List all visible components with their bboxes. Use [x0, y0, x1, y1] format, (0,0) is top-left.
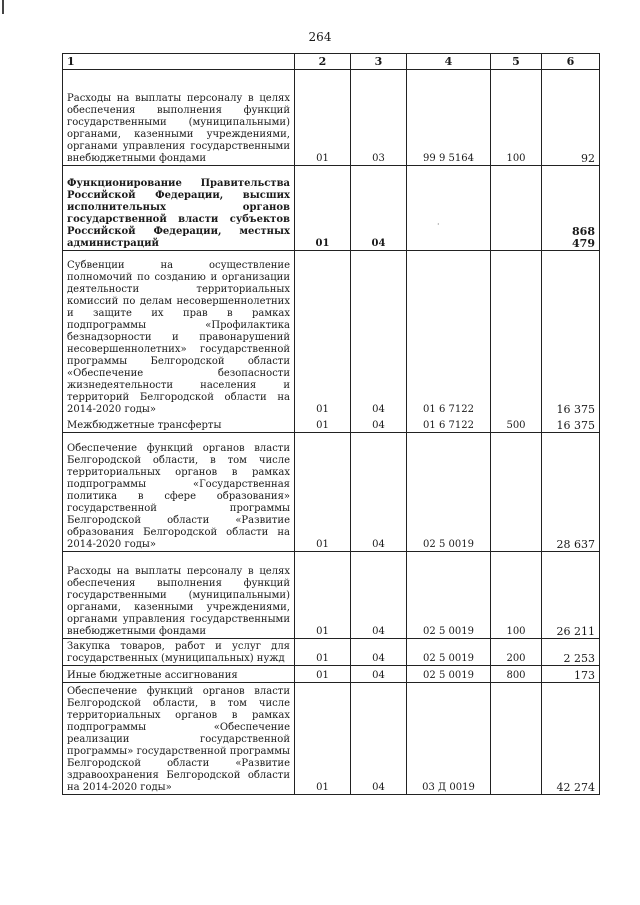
row-section-code: 01 — [295, 639, 351, 666]
table-row — [63, 639, 600, 666]
row-amount: 16 375 — [542, 416, 600, 433]
row-subsection-code: 03 — [351, 70, 407, 166]
row-expense-type: 500 — [491, 416, 542, 433]
row-amount: 92 — [542, 70, 600, 166]
row-description: Иные бюджетные ассигнования — [63, 666, 295, 683]
row-subsection-code: 04 — [351, 416, 407, 433]
row-target-article: 02 5 0019 — [407, 433, 491, 552]
row-subsection-code: 04 — [351, 683, 407, 795]
row-expense-type: 200 — [491, 639, 542, 666]
row-target-article: 02 5 0019 — [407, 666, 491, 683]
row-amount: 28 637 — [542, 433, 600, 552]
table-row — [63, 552, 600, 639]
column-header-5: 5 — [491, 54, 542, 70]
column-header-3: 3 — [351, 54, 407, 70]
row-section-code: 01 — [295, 251, 351, 416]
table-row — [63, 166, 600, 251]
row-description: Обеспечение функций органов власти Белгородской области, в том числе территориальных органов в рамках подпрограммы «Обеспечение реализации государственной программы» государственной программы Белгородской области «Развитие здравоохранения Белгородской области на 2014-2020 годы» — [63, 683, 295, 795]
row-description: Межбюджетные трансферты — [63, 416, 295, 433]
row-section-code: 01 — [295, 552, 351, 639]
row-expense-type: 800 — [491, 666, 542, 683]
table-row — [63, 666, 600, 683]
row-subsection-code: 04 — [351, 251, 407, 416]
row-expense-type — [491, 166, 542, 251]
row-subsection-code: 04 — [351, 552, 407, 639]
row-subsection-code: 04 — [351, 166, 407, 251]
row-amount: 16 375 — [542, 251, 600, 416]
row-amount: 42 274 — [542, 683, 600, 795]
row-subsection-code: 04 — [351, 433, 407, 552]
row-target-article: 01 6 7122 — [407, 416, 491, 433]
row-description: Субвенции на осуществление полномочий по созданию и организации деятельности территориальных комиссий по делам несовершеннолетних и защите их прав в рамках подпрограммы «Профилактика безнадзорности и правонарушений несовершеннолетних» государственной программы Белгородской области «Обеспечение безопасности жизнедеятельности населения и территорий Белгородской области на 2014-2020 годы» — [63, 251, 295, 416]
table-row — [63, 416, 600, 433]
row-target-article: 01 6 7122 — [407, 251, 491, 416]
row-amount: 26 211 — [542, 552, 600, 639]
row-section-code: 01 — [295, 166, 351, 251]
row-section-code: 01 — [295, 666, 351, 683]
row-target-article: 02 5 0019 — [407, 639, 491, 666]
row-section-code: 01 — [295, 683, 351, 795]
column-header-4: 4 — [407, 54, 491, 70]
scan-speck: · — [437, 220, 440, 229]
table-row — [63, 683, 600, 795]
table-row — [63, 433, 600, 552]
table-row — [63, 70, 600, 166]
row-subsection-code: 04 — [351, 639, 407, 666]
row-target-article: 02 5 0019 — [407, 552, 491, 639]
row-subsection-code: 04 — [351, 666, 407, 683]
scan-edge-mark — [2, 0, 4, 14]
row-description: Расходы на выплаты персоналу в целях обеспечения выполнения функций государственными (муниципальными) органами, казенными учреждениями, органами управления государственными внебюджетными фондами — [63, 70, 295, 166]
row-description: Расходы на выплаты персоналу в целях обеспечения выполнения функций государственными (муниципальными) органами, казенными учреждениями, органами управления государственными внебюджетными фондами — [63, 552, 295, 639]
column-header-1: 1 — [63, 54, 295, 70]
column-header-6: 6 — [542, 54, 600, 70]
row-description: Функционирование Правительства Российской Федерации, высших исполнительных органов государственной власти субъектов Российской Федерации, местных администраций — [63, 166, 295, 251]
row-amount: 173 — [542, 666, 600, 683]
row-section-code: 01 — [295, 433, 351, 552]
table-row — [63, 251, 600, 416]
row-expense-type — [491, 683, 542, 795]
row-target-article — [407, 166, 491, 251]
row-description: Закупка товаров, работ и услуг для государственных (муниципальных) нужд — [63, 639, 295, 666]
row-expense-type: 100 — [491, 552, 542, 639]
row-expense-type — [491, 251, 542, 416]
column-header-2: 2 — [295, 54, 351, 70]
row-section-code: 01 — [295, 70, 351, 166]
row-section-code: 01 — [295, 416, 351, 433]
table-header-row — [63, 54, 600, 70]
row-expense-type: 100 — [491, 70, 542, 166]
row-amount: 2 253 — [542, 639, 600, 666]
row-description: Обеспечение функций органов власти Белгородской области, в том числе территориальных органов в рамках подпрограммы «Государственная политика в сфере образования» государственной программы Белгородской области «Развитие образования Белгородской области на 2014-2020 годы» — [63, 433, 295, 552]
budget-table — [62, 53, 600, 795]
row-expense-type — [491, 433, 542, 552]
row-target-article: 03 Д 0019 — [407, 683, 491, 795]
row-target-article: 99 9 5164 — [407, 70, 491, 166]
row-amount: 868 479 — [542, 166, 600, 251]
page-number: 264 — [308, 30, 332, 44]
